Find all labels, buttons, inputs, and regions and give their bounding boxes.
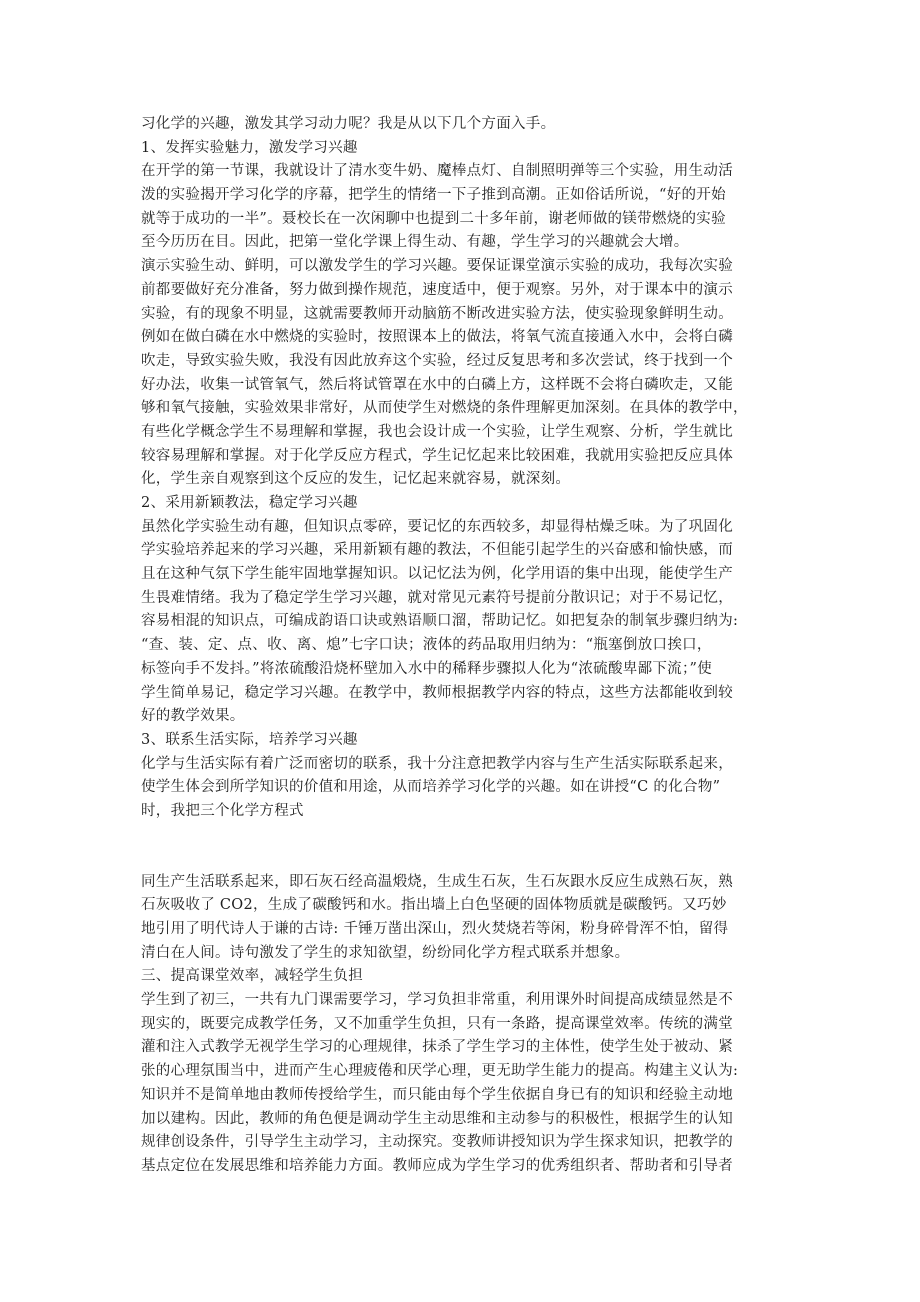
text-line: 加以建构。因此，教师的角色便是调动学生主动思维和主动参与的积极性，根据学生的认知 [141, 1110, 733, 1127]
text-line: 学生简单易记，稳定学习兴趣。在教学中，教师根据教学内容的特点，这些方法都能收到较 [141, 684, 733, 701]
text-line: 知识并不是简单地由教师传授给学生，而只能由每个学生依据自身已有的知识和经验主动地 [141, 1086, 733, 1103]
text-line: 地引用了明代诗人于谦的古诗: 千锤万凿出深山，烈火焚烧若等闲，粉身碎骨浑不怕，留得 [141, 921, 729, 937]
blank-gap [141, 824, 791, 871]
text-line: 容易相混的知识点，可编成韵语口诀或熟语顺口溜，帮助记忆。如把复杂的制氧步骤归纳为: [141, 613, 739, 630]
text-line: 且在这种气氛下学生能牢固地掌握知识。以记忆法为例，化学用语的集中出现，能使学生产 [141, 566, 733, 583]
text-line: “查、装、定、点、收、离、熄”七字口诀；液体的药品取用归纳为：“瓶塞倒放口挨口， [141, 637, 712, 654]
text-line: 虽然化学实验生动有趣，但知识点零碎，要记忆的东西较多，却显得枯燥乏味。为了巩固化 [141, 518, 733, 535]
text-line: 习化学的兴趣，激发其学习动力呢？我是从以下几个方面入手。 [141, 116, 556, 132]
text-line: 化，学生亲自观察到这个反应的发生，记忆起来就容易，就深刻。 [141, 471, 571, 488]
text-line: 石灰吸收了 CO2，生成了碳酸钙和水。指出墙上白色坚硬的固体物质就是碳酸钙。又巧妙 [141, 897, 727, 914]
section-heading: 三、提高课堂效率，减轻学生负担 [141, 968, 363, 985]
text-line: 规律创设条件，引导学生主动学习，主动探究。变教师讲授知识为学生探求知识，把教学的 [141, 1134, 733, 1151]
section-heading: 2、采用新颖教法，稳定学习兴趣 [141, 495, 358, 511]
text-line: 生畏难情绪。我为了稳定学生学习兴趣，就对常见元素符号提前分散识记；对于不易记忆， [141, 589, 733, 606]
text-line: 至今历历在目。因此，把第一堂化学课上得生动、有趣，学生学习的兴趣就会大增。 [141, 234, 689, 251]
text-line: 演示实验生动、鲜明，可以激发学生的学习兴趣。要保证课堂演示实验的成功，我每次实验 [141, 258, 733, 275]
text-line: 有些化学概念学生不易理解和掌握，我也会设计成一个实验，让学生观察、分析，学生就比 [141, 423, 733, 440]
text-line: 使学生体会到所学知识的价值和用途，从而培养学习化学的兴趣。如在讲授“C 的化合物” [141, 779, 721, 796]
text-line: 基点定位在发展思维和培养能力方面。教师应成为学生学习的优秀组织者、帮助者和引导者 [141, 1157, 733, 1174]
text-line: 前都要做好充分准备，努力做到操作规范，速度适中，便于观察。另外，对于课本中的演示 [141, 281, 733, 298]
text-line: 现实的，既要完成教学任务，又不加重学生负担，只有一条路，提高课堂效率。传统的满堂 [141, 1015, 733, 1032]
section-heading: 3、联系生活实际，培养学习兴趣 [141, 731, 358, 748]
text-line: 灌和注入式教学无视学生学习的心理规律，抹杀了学生学习的主体性，使学生处于被动、紧 [141, 1039, 733, 1056]
text-line: 化学与生活实际有着广泛而密切的联系，我十分注意把教学内容与生产生活实际联系起来， [141, 755, 733, 772]
text-line: 标签向手不发抖。”将浓硫酸沿烧杯壁加入水中的稀释步骤拟人化为“浓硫酸卑鄙下流；”使 [141, 660, 713, 677]
text-line: 学实验培养起来的学习兴趣，采用新颖有趣的教法，不但能引起学生的兴奋感和愉快感，而 [141, 542, 733, 559]
text-line: 泼的实验揭开学习化学的序幕，把学生的情绪一下子推到高潮。正如俗话所说，“好的开始 [141, 187, 726, 204]
text-line: 例如在做白磷在水中燃烧的实验时，按照课本上的做法，将氧气流直接通入水中，会将白磷 [141, 329, 733, 346]
text-line: 实验，有的现象不明显，这就需要教师开动脑筋不断改进实验方法，使实验现象鲜明生动。 [141, 305, 733, 322]
document-body [141, 113, 791, 1179]
section-heading: 1、发挥实验魅力，激发学习兴趣 [141, 139, 358, 156]
text-line: 够和氧气接触，实验效果非常好，从而使学生对燃烧的条件理解更加深刻。在具体的教学中， [141, 400, 748, 417]
text-line: 好办法，收集一试管氧气，然后将试管罩在水中的白磷上方，这样既不会将白磷吹走，又能 [141, 376, 733, 393]
text-line: 张的心理氛围当中，进而产生心理疲倦和厌学心理，更无助学生能力的提高。构建主义认为: [141, 1063, 739, 1080]
text-line: 吹走，导致实验失败，我没有因此放弃这个实验，经过反复思考和多次尝试，终于找到一个 [141, 352, 733, 369]
text-line: 学生到了初三，一共有九门课需要学习，学习负担非常重，利用课外时间提高成绩显然是不 [141, 992, 733, 1009]
text-line: 较容易理解和掌握。对于化学反应方程式，学生记忆起来比较困难，我就用实验把反应具体 [141, 447, 733, 464]
text-line: 好的教学效果。 [141, 708, 245, 725]
text-line: 同生产生活联系起来，即石灰石经高温煅烧，生成生石灰，生石灰跟水反应生成熟石灰，熟 [141, 873, 733, 890]
text-line: 在开学的第一节课，我就设计了清水变牛奶、魔棒点灯、自制照明弹等三个实验，用生动活 [141, 163, 733, 180]
text-line: 时，我把三个化学方程式 [141, 802, 304, 819]
text-line: 就等于成功的一半”。聂校长在一次闲聊中也提到二十多年前，谢老师做的镁带燃烧的实验 [141, 210, 726, 227]
text-line: 清白在人间。诗句激发了学生的求知欲望，纷纷同化学方程式联系并想象。 [141, 944, 630, 961]
